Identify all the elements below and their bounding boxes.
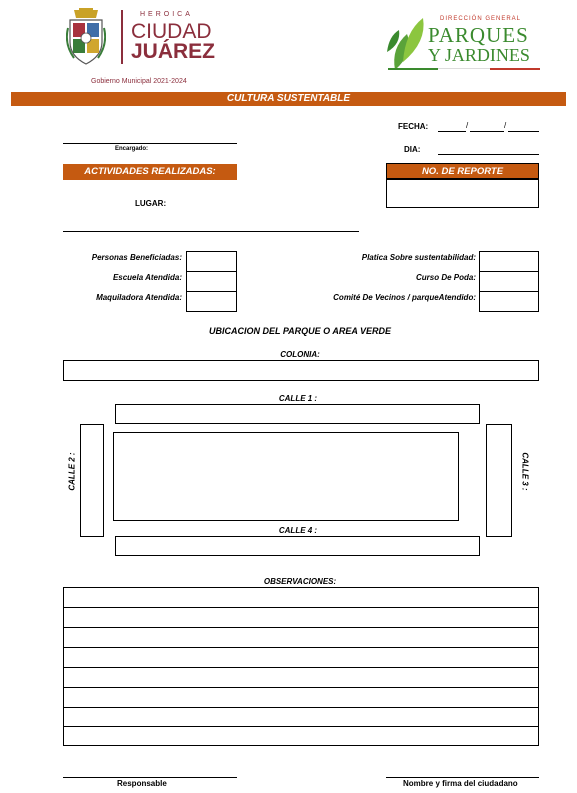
ciudadano-signature-line[interactable] bbox=[386, 777, 539, 778]
dia-label: DIA: bbox=[404, 145, 421, 154]
logo-ciudad: CIUDAD bbox=[131, 20, 212, 43]
observaciones-row[interactable] bbox=[63, 587, 539, 608]
calle3-label: CALLE 3 : bbox=[520, 452, 530, 491]
calle4-input[interactable] bbox=[115, 536, 480, 556]
logo-heroica: HEROICA bbox=[140, 11, 193, 18]
fecha-sep-2: / bbox=[504, 121, 507, 130]
colonia-input[interactable] bbox=[63, 360, 539, 381]
observaciones-row[interactable] bbox=[63, 627, 539, 648]
left-field-input[interactable] bbox=[186, 271, 237, 292]
leaf-logo-icon bbox=[385, 12, 427, 72]
left-field-input[interactable] bbox=[186, 251, 237, 272]
actividades-bar bbox=[63, 164, 237, 180]
observaciones-row[interactable] bbox=[63, 707, 539, 727]
observaciones-row[interactable] bbox=[63, 726, 539, 746]
reporte-input[interactable] bbox=[386, 179, 539, 208]
gobierno-period: Gobierno Municipal 2021-2024 bbox=[91, 78, 187, 85]
calle2-input[interactable] bbox=[80, 424, 104, 537]
responsable-label: Responsable bbox=[117, 779, 167, 788]
observaciones-row[interactable] bbox=[63, 647, 539, 668]
right-field-label: Platica Sobre sustentabilidad: bbox=[361, 253, 476, 262]
calle1-input[interactable] bbox=[115, 404, 480, 424]
fecha-label: FECHA: bbox=[398, 122, 429, 131]
logo-divider bbox=[121, 10, 123, 64]
fecha-month-field[interactable] bbox=[470, 131, 504, 132]
form-title: CULTURA SUSTENTABLE bbox=[226, 93, 351, 104]
right-field-label: Curso De Poda: bbox=[415, 273, 476, 282]
left-field-label: Personas Beneficiadas: bbox=[91, 253, 182, 262]
ciudadano-label: Nombre y firma del ciudadano bbox=[403, 779, 518, 788]
logo-juarez: JUÁREZ bbox=[131, 40, 216, 63]
dia-field[interactable] bbox=[438, 154, 539, 155]
observaciones-label: OBSERVACIONES: bbox=[263, 577, 337, 586]
form-title-bar bbox=[11, 92, 566, 106]
right-field-input[interactable] bbox=[479, 271, 539, 292]
right-field-input[interactable] bbox=[479, 291, 539, 312]
colonia-label: COLONIA: bbox=[280, 350, 320, 359]
observaciones-table bbox=[63, 587, 539, 745]
observaciones-row[interactable] bbox=[63, 607, 539, 628]
lugar-field[interactable] bbox=[63, 231, 359, 232]
reporte-bar bbox=[386, 163, 539, 179]
left-field-input[interactable] bbox=[186, 291, 237, 312]
logo-parques: PARQUES bbox=[428, 23, 529, 47]
lugar-label: LUGAR: bbox=[135, 199, 167, 208]
responsable-signature-line[interactable] bbox=[63, 777, 237, 778]
encargado-field[interactable] bbox=[63, 143, 237, 144]
fecha-day-field[interactable] bbox=[438, 131, 466, 132]
city-crest-icon bbox=[66, 8, 106, 68]
calle2-label: CALLE 2 : bbox=[67, 452, 77, 491]
observaciones-row[interactable] bbox=[63, 687, 539, 708]
calle1-label: CALLE 1 : bbox=[278, 394, 318, 403]
left-field-label: Maquiladora Atendida: bbox=[96, 293, 182, 302]
fecha-year-field[interactable] bbox=[508, 131, 539, 132]
calle4-label: CALLE 4 : bbox=[278, 526, 318, 535]
observaciones-row[interactable] bbox=[63, 667, 539, 688]
right-field-label: Comité De Vecinos / parqueAtendido: bbox=[333, 293, 476, 302]
calle3-input[interactable] bbox=[486, 424, 512, 537]
fecha-sep-1: / bbox=[466, 121, 469, 130]
logo-direccion: DIRECCIÓN GENERAL bbox=[440, 16, 522, 22]
reporte-label: NO. DE REPORTE bbox=[421, 166, 504, 177]
park-map-area[interactable] bbox=[113, 432, 459, 521]
actividades-label: ACTIVIDADES REALIZADAS: bbox=[84, 166, 216, 177]
ubicacion-title: UBICACION DEL PARQUE O AREA VERDE bbox=[208, 326, 392, 336]
flag-stripe bbox=[388, 68, 540, 70]
encargado-label: Encargado: bbox=[115, 146, 149, 152]
right-field-input[interactable] bbox=[479, 251, 539, 272]
left-field-label: Escuela Atendida: bbox=[112, 273, 182, 282]
logo-jardines: Y JARDINES bbox=[428, 45, 530, 65]
